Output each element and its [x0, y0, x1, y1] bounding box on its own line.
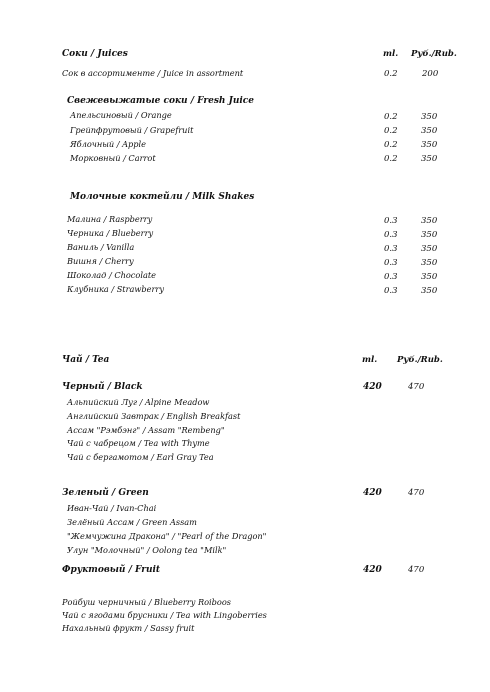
- fresh-item-name: Грейпфрутовый / Grapefruit: [70, 125, 194, 135]
- tea-fruit-item: Чай с ягодами брусники / Tea with Lingoberries: [62, 610, 267, 620]
- juices-vol-header: ml.: [383, 49, 399, 59]
- tea-vol-header: ml.: [362, 355, 378, 365]
- shake-item-name: Ваниль / Vanilla: [67, 242, 135, 252]
- tea-black-item: Чай с чабрецом / Tea with Thyme: [67, 438, 210, 448]
- tea-black-item: Чай с бергамотом / Earl Gray Tea: [67, 452, 214, 462]
- tea-green-price: 470: [408, 488, 425, 498]
- shake-item-name: Шоколад / Chocolate: [67, 270, 156, 280]
- tea-fruit-item: Нахальный фрукт / Sassy fruit: [62, 623, 195, 633]
- tea-green-vol: 420: [363, 488, 382, 498]
- juice-item-name: Сок в ассортименте / Juice in assortment: [62, 68, 244, 78]
- tea-green-title: Зеленый / Green: [62, 488, 149, 498]
- tea-black-title: Черный / Black: [62, 382, 143, 392]
- shakes-title: Молочные коктейли / Milk Shakes: [70, 192, 255, 202]
- tea-price-header: Руб./Rub.: [397, 355, 443, 365]
- shake-item-vol: 0.3: [384, 216, 398, 226]
- tea-black-item: Альпийский Луг / Alpine Meadow: [67, 397, 210, 407]
- shake-item-price: 350: [421, 272, 438, 282]
- shake-item-name: Малина / Raspberry: [67, 214, 153, 224]
- shake-item-price: 350: [421, 230, 438, 240]
- tea-green-item: Иван-Чай / Ivan-Chai: [67, 503, 157, 513]
- fresh-item-vol: 0.2: [384, 126, 398, 136]
- fresh-item-price: 350: [421, 112, 438, 122]
- tea-fruit-price: 470: [408, 565, 425, 575]
- tea-black-price: 470: [408, 382, 425, 392]
- fresh-item-price: 350: [421, 140, 438, 150]
- juices-price-header: Руб./Rub.: [411, 49, 457, 59]
- shake-item-price: 350: [421, 258, 438, 268]
- shake-item-vol: 0.3: [384, 272, 398, 282]
- fresh-item-vol: 0.2: [384, 112, 398, 122]
- tea-green-item: Улун "Молочный" / Oolong tea "Milk": [67, 545, 227, 555]
- shake-item-vol: 0.3: [384, 244, 398, 254]
- fresh-item-vol: 0.2: [384, 140, 398, 150]
- shake-item-price: 350: [421, 216, 438, 226]
- shake-item-vol: 0.3: [384, 258, 398, 268]
- shake-item-price: 350: [421, 244, 438, 254]
- tea-green-item: "Жемчужина Дракона" / "Pearl of the Dragon": [67, 531, 267, 541]
- shake-item-name: Вишня / Cherry: [67, 256, 134, 266]
- tea-green-item: Зелёный Ассам / Green Assam: [67, 517, 197, 527]
- shake-item-vol: 0.3: [384, 286, 398, 296]
- fresh-item-price: 350: [421, 126, 438, 136]
- juices-title: Соки / Juices: [62, 49, 128, 59]
- fresh-title: Свежевыжатые соки / Fresh Juice: [67, 96, 255, 106]
- tea-fruit-item: Ройбуш черничный / Blueberry Roiboos: [62, 597, 231, 607]
- juice-item-vol: 0.2: [384, 69, 398, 79]
- tea-fruit-vol: 420: [363, 565, 382, 575]
- fresh-item-name: Яблочный / Apple: [70, 139, 147, 149]
- tea-title: Чай / Tea: [62, 355, 110, 365]
- fresh-item-vol: 0.2: [384, 154, 398, 164]
- tea-fruit-title: Фруктовый / Fruit: [62, 565, 161, 575]
- fresh-item-price: 350: [421, 154, 438, 164]
- tea-black-item: Ассам "Рэмбэнг" / Assam "Rembeng": [67, 425, 225, 435]
- juice-item-price: 200: [422, 69, 439, 79]
- fresh-item-name: Апельсиновый / Orange: [70, 110, 172, 120]
- shake-item-vol: 0.3: [384, 230, 398, 240]
- tea-black-item: Английский Завтрак / English Breakfast: [67, 411, 241, 421]
- tea-black-vol: 420: [363, 382, 382, 392]
- fresh-item-name: Морковный / Carrot: [70, 153, 156, 163]
- shake-item-name: Черника / Blueberry: [67, 228, 154, 238]
- shake-item-price: 350: [421, 286, 438, 296]
- shake-item-name: Клубника / Strawberry: [67, 284, 164, 294]
